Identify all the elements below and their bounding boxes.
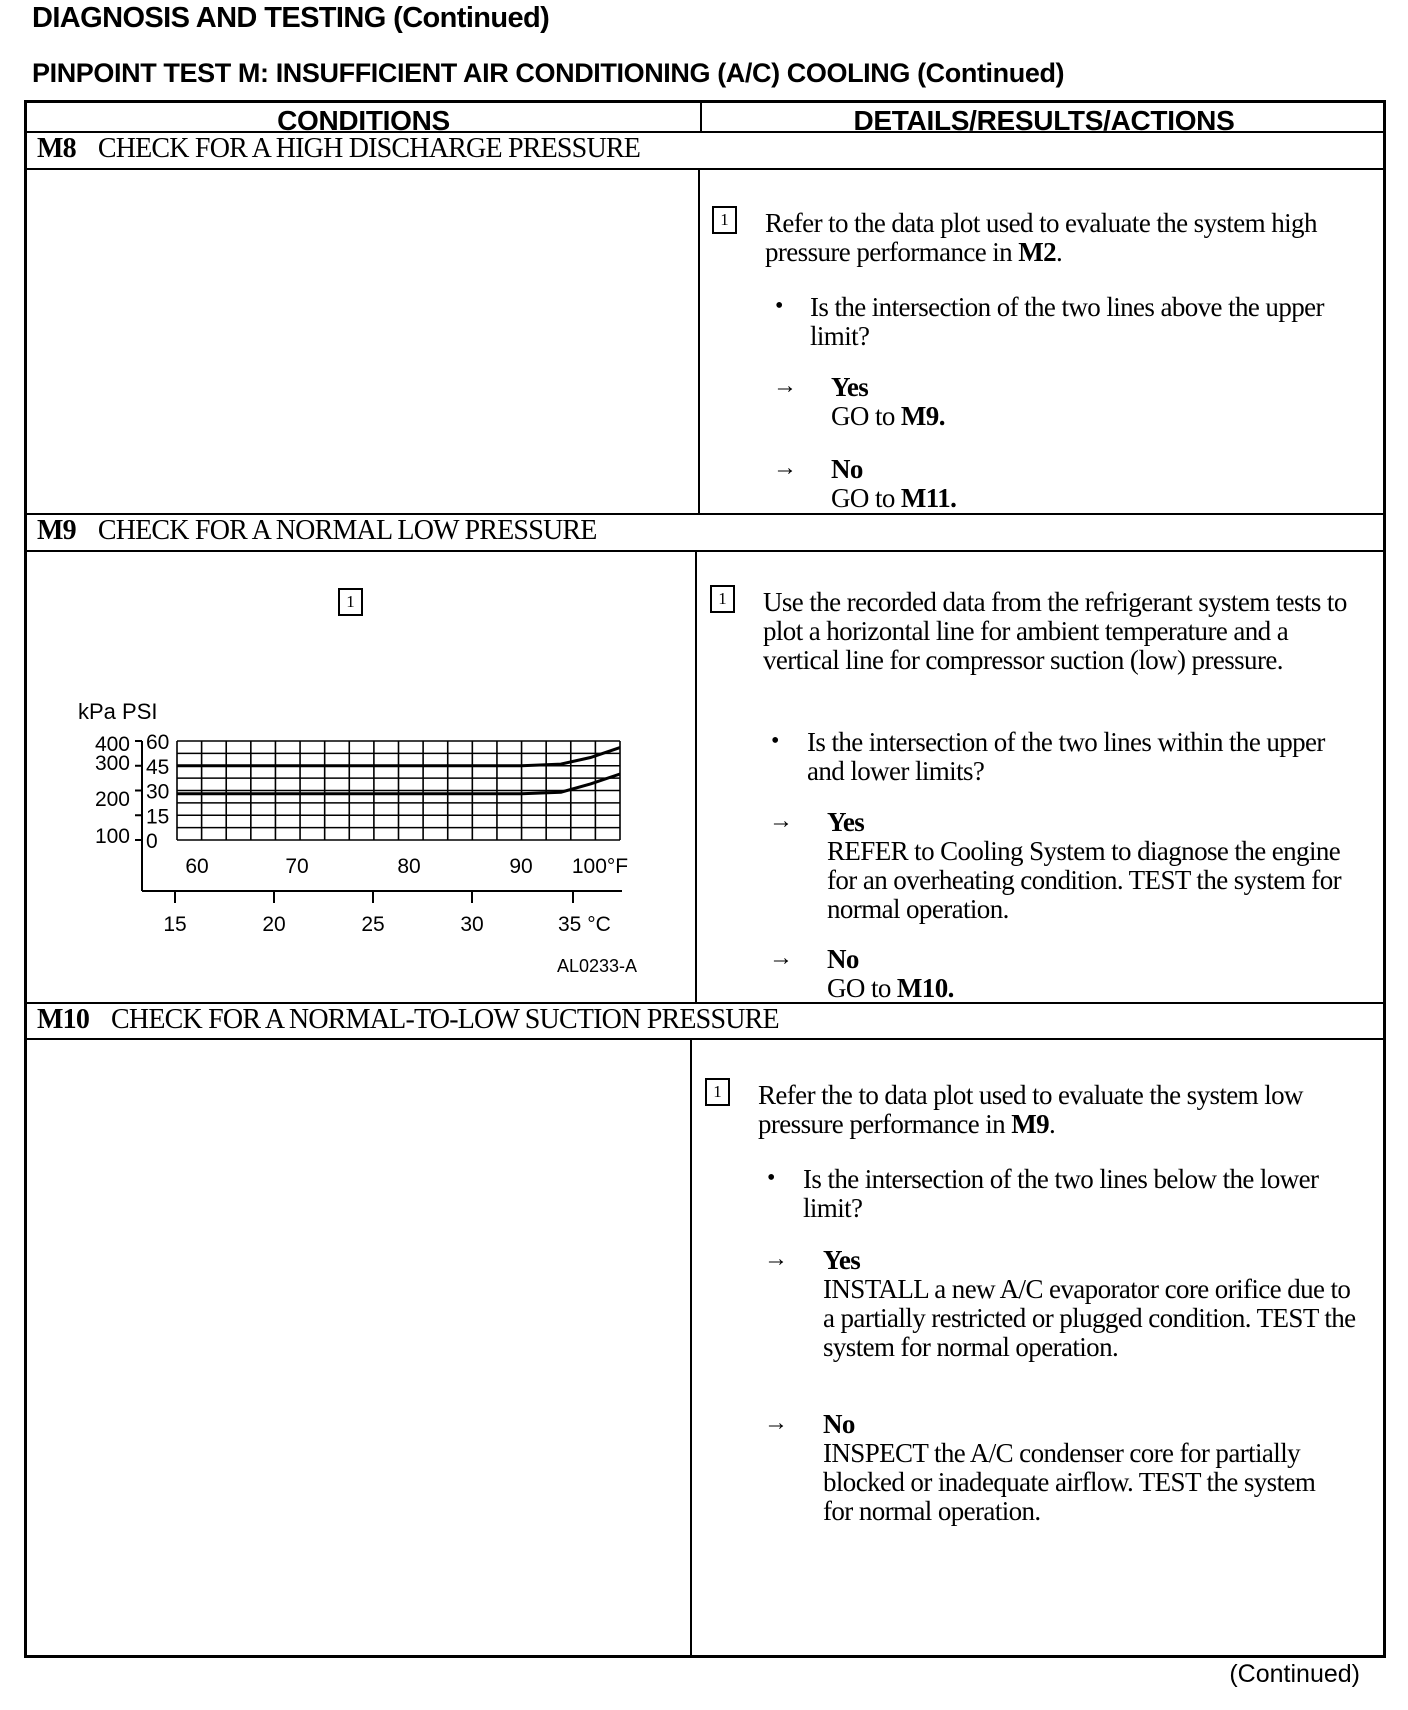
step-code: M9: [37, 515, 76, 546]
kpa-tick-label: 200: [94, 788, 130, 811]
pinpoint-test-table: [24, 100, 1386, 1658]
bullet-icon: •: [771, 728, 780, 754]
step-code: M8: [37, 133, 76, 164]
fahrenheit-tick-label: 70: [285, 855, 309, 878]
step-question: Is the intersection of the two lines within the upper and lower limits?: [807, 727, 1325, 786]
step-number-box: 1: [705, 1078, 730, 1106]
celsius-tick-label: 35 °C: [558, 913, 611, 936]
bullet-icon: •: [775, 293, 784, 319]
page-title: DIAGNOSIS AND TESTING (Continued): [32, 2, 550, 34]
figure-id: AL0233-A: [557, 956, 638, 976]
yes-result: Yes INSTALL a new A/C evaporator core orifice due to a partially restricted or plugged condition. TEST the system for normal operation.: [823, 1245, 1356, 1362]
step-header-m9: [37, 515, 597, 547]
psi-tick-label: 15: [146, 805, 170, 829]
step-title: CHECK FOR A NORMAL-TO-LOW SUCTION PRESSURE: [111, 1004, 779, 1035]
step-header-m10: [37, 1004, 779, 1036]
fahrenheit-tick-label: 90: [509, 855, 533, 878]
arrow-right-icon: →: [764, 1410, 788, 1436]
arrow-right-icon: →: [773, 373, 797, 399]
no-result: No INSPECT the A/C condenser core for partially blocked or inadequate airflow. TEST the system for normal operation.: [823, 1409, 1316, 1526]
kpa-tick-label: 300: [94, 752, 130, 775]
step-instruction: Refer to the data plot used to evaluate the system high pressure performance in M2.: [765, 208, 1317, 267]
step-question: Is the intersection of the two lines below the lower limit?: [803, 1164, 1319, 1223]
psi-tick-label: 45: [146, 755, 170, 779]
psi-tick-label: 30: [146, 780, 170, 804]
no-result: No GO to M11.: [831, 454, 957, 513]
celsius-tick-label: 25: [361, 913, 385, 936]
page-subtitle: PINPOINT TEST M: INSUFFICIENT AIR CONDITIONING (A/C) COOLING (Continued): [32, 58, 1065, 88]
y-units-label: kPa PSI: [78, 699, 158, 724]
psi-tick-label: 60: [146, 731, 170, 754]
details-header: DETAILS/RESULTS/ACTIONS: [853, 105, 1235, 136]
bullet-icon: •: [767, 1165, 776, 1191]
rule: [690, 1038, 692, 1658]
celsius-tick-label: 30: [460, 913, 484, 936]
step-question: Is the intersection of the two lines above the upper limit?: [810, 292, 1324, 351]
no-result: No GO to M10.: [827, 944, 954, 1003]
yes-result: Yes GO to M9.: [831, 372, 945, 431]
step-instruction: Refer the to data plot used to evaluate the system low pressure performance in M9.: [758, 1080, 1303, 1139]
celsius-tick-label: 15: [163, 913, 187, 936]
step-number-box: 1: [712, 206, 737, 234]
figure-step-box: 1: [338, 588, 363, 616]
rule: [698, 168, 700, 513]
pressure-temperature-chart: [42, 683, 642, 993]
rule: [27, 550, 1383, 552]
step-number-box: 1: [710, 585, 735, 613]
conditions-header: CONDITIONS: [277, 105, 450, 136]
fahrenheit-tick-label: 60: [185, 855, 209, 878]
arrow-right-icon: →: [769, 808, 793, 834]
arrow-right-icon: →: [769, 945, 793, 971]
fahrenheit-tick-label: 100°F: [571, 855, 629, 878]
rule: [27, 1038, 1383, 1040]
kpa-tick-label: 400: [94, 733, 130, 756]
yes-result: Yes REFER to Cooling System to diagnose the engine for an overheating condition. TEST the system for normal operation.: [827, 807, 1341, 924]
psi-tick-label: 0: [146, 830, 158, 853]
fahrenheit-tick-label: 80: [397, 855, 421, 878]
step-title: CHECK FOR A NORMAL LOW PRESSURE: [97, 515, 597, 546]
arrow-right-icon: →: [773, 455, 797, 481]
continued-label: (Continued): [1229, 1660, 1360, 1688]
step-code: M10: [37, 1004, 90, 1035]
celsius-tick-label: 20: [262, 913, 286, 936]
kpa-tick-label: 100: [94, 825, 130, 848]
step-instruction: Use the recorded data from the refrigerant system tests to plot a horizontal line for ambient temperature and a vertical line for compressor suction (low) pressure.: [763, 587, 1347, 675]
rule: [695, 550, 697, 1002]
rule: [27, 168, 1383, 170]
arrow-right-icon: →: [764, 1246, 788, 1272]
step-title: CHECK FOR A HIGH DISCHARGE PRESSURE: [97, 133, 641, 164]
step-header-m8: [37, 133, 640, 165]
